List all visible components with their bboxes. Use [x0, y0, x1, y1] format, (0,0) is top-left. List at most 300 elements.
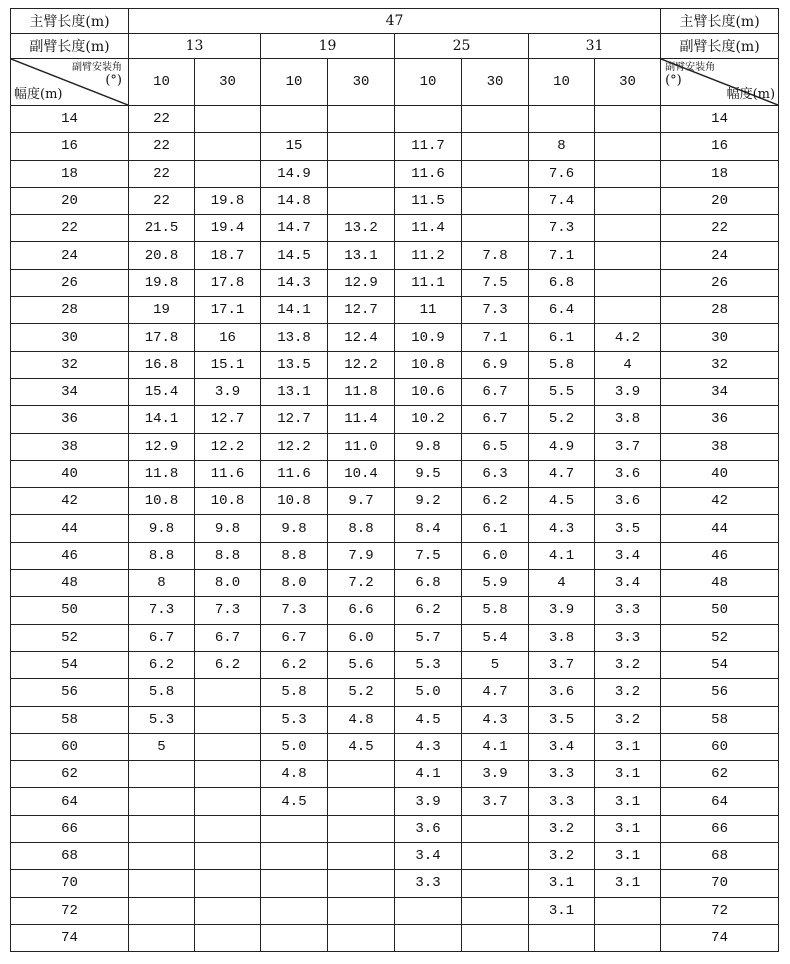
capacity-cell: 4.7: [529, 460, 595, 487]
capacity-cell: 9.8: [395, 433, 462, 460]
radius-cell-right: 56: [661, 679, 779, 706]
capacity-cell: 4.5: [395, 706, 462, 733]
capacity-cell: [462, 897, 529, 924]
capacity-cell: 3.1: [595, 733, 661, 760]
capacity-cell: 14.3: [261, 269, 328, 296]
capacity-cell: 12.9: [328, 269, 395, 296]
radius-cell-left: 64: [11, 788, 129, 815]
table-row: [11, 160, 779, 187]
capacity-cell: 3.9: [529, 597, 595, 624]
capacity-cell: [595, 187, 661, 214]
radius-cell-left: 60: [11, 733, 129, 760]
capacity-cell: 14.7: [261, 215, 328, 242]
capacity-cell: 6.2: [261, 651, 328, 678]
radius-cell-left: 40: [11, 460, 129, 487]
radius-cell-right: 70: [661, 870, 779, 897]
capacity-cell: 11.5: [395, 187, 462, 214]
offset-angle-header: 10: [395, 59, 462, 106]
table-row: [11, 460, 779, 487]
capacity-cell: 6.5: [462, 433, 529, 460]
offset-unit-left: (°): [105, 73, 122, 88]
capacity-cell: 3.7: [462, 788, 529, 815]
capacity-cell: [195, 160, 261, 187]
capacity-cell: 7.1: [529, 242, 595, 269]
capacity-cell: [595, 160, 661, 187]
table-row: [11, 897, 779, 924]
capacity-cell: 3.9: [595, 378, 661, 405]
capacity-cell: [462, 924, 529, 951]
radius-cell-left: 48: [11, 570, 129, 597]
radius-cell-right: 18: [661, 160, 779, 187]
capacity-cell: 6.7: [261, 624, 328, 651]
radius-cell-right: 42: [661, 488, 779, 515]
capacity-cell: 6.8: [529, 269, 595, 296]
capacity-cell: 3.1: [595, 815, 661, 842]
capacity-cell: 10.8: [261, 488, 328, 515]
capacity-cell: 4.9: [529, 433, 595, 460]
table-row: [11, 351, 779, 378]
radius-cell-right: 58: [661, 706, 779, 733]
capacity-cell: [328, 788, 395, 815]
capacity-cell: [595, 133, 661, 160]
capacity-cell: [261, 924, 328, 951]
capacity-cell: 3.9: [195, 378, 261, 405]
capacity-cell: 4.8: [328, 706, 395, 733]
radius-cell-right: 48: [661, 570, 779, 597]
capacity-cell: 13.8: [261, 324, 328, 351]
table-row: [11, 815, 779, 842]
capacity-cell: 10.2: [395, 406, 462, 433]
radius-cell-left: 56: [11, 679, 129, 706]
radius-cell-right: 62: [661, 761, 779, 788]
capacity-cell: 3.8: [595, 406, 661, 433]
capacity-cell: 3.4: [595, 570, 661, 597]
capacity-cell: [529, 106, 595, 133]
capacity-cell: 6.7: [462, 378, 529, 405]
capacity-cell: 6.2: [395, 597, 462, 624]
radius-cell-left: 72: [11, 897, 129, 924]
capacity-cell: 19.4: [195, 215, 261, 242]
capacity-cell: 9.8: [129, 515, 195, 542]
capacity-cell: 14.8: [261, 187, 328, 214]
radius-cell-left: 66: [11, 815, 129, 842]
capacity-cell: 4: [529, 570, 595, 597]
radius-cell-right: 22: [661, 215, 779, 242]
capacity-cell: 17.8: [129, 324, 195, 351]
capacity-cell: 7.1: [462, 324, 529, 351]
diagonal-header-left: [11, 59, 129, 106]
capacity-cell: 4.1: [462, 733, 529, 760]
capacity-cell: 5.4: [462, 624, 529, 651]
radius-label-left: 幅度(m): [14, 87, 63, 102]
capacity-cell: [195, 706, 261, 733]
capacity-cell: 16: [195, 324, 261, 351]
offset-angle-header: 10: [529, 59, 595, 106]
table-row: [11, 843, 779, 870]
radius-cell-right: 16: [661, 133, 779, 160]
capacity-cell: [261, 843, 328, 870]
radius-cell-right: 46: [661, 542, 779, 569]
radius-cell-right: 38: [661, 433, 779, 460]
capacity-cell: 6.2: [462, 488, 529, 515]
capacity-cell: 5.6: [328, 651, 395, 678]
capacity-cell: 11.1: [395, 269, 462, 296]
capacity-cell: 4.3: [395, 733, 462, 760]
capacity-cell: [129, 815, 195, 842]
capacity-cell: [328, 897, 395, 924]
capacity-cell: 4.3: [462, 706, 529, 733]
capacity-cell: [195, 924, 261, 951]
capacity-cell: 3.1: [529, 870, 595, 897]
table-row: [11, 269, 779, 296]
radius-cell-right: 52: [661, 624, 779, 651]
capacity-cell: 7.3: [261, 597, 328, 624]
capacity-cell: 5.2: [328, 679, 395, 706]
capacity-cell: 7.3: [462, 297, 529, 324]
capacity-cell: 7.3: [529, 215, 595, 242]
capacity-cell: [395, 106, 462, 133]
capacity-cell: 5.9: [462, 570, 529, 597]
radius-cell-left: 28: [11, 297, 129, 324]
radius-cell-right: 36: [661, 406, 779, 433]
capacity-cell: 4.5: [529, 488, 595, 515]
table-row: [11, 706, 779, 733]
capacity-cell: 4.1: [395, 761, 462, 788]
capacity-cell: 7.4: [529, 187, 595, 214]
capacity-cell: 20.8: [129, 242, 195, 269]
radius-cell-left: 46: [11, 542, 129, 569]
capacity-cell: [462, 215, 529, 242]
radius-cell-right: 34: [661, 378, 779, 405]
capacity-cell: 3.2: [595, 706, 661, 733]
radius-cell-left: 34: [11, 378, 129, 405]
capacity-cell: 12.2: [328, 351, 395, 378]
capacity-cell: 8.8: [261, 542, 328, 569]
capacity-cell: 22: [129, 133, 195, 160]
capacity-cell: [129, 897, 195, 924]
capacity-cell: 10.6: [395, 378, 462, 405]
capacity-cell: 7.6: [529, 160, 595, 187]
radius-cell-right: 32: [661, 351, 779, 378]
capacity-cell: 17.1: [195, 297, 261, 324]
capacity-cell: [261, 815, 328, 842]
capacity-cell: 8.0: [261, 570, 328, 597]
capacity-cell: 13.5: [261, 351, 328, 378]
radius-cell-left: 58: [11, 706, 129, 733]
capacity-cell: 19: [129, 297, 195, 324]
capacity-cell: 10.4: [328, 460, 395, 487]
capacity-cell: [462, 106, 529, 133]
capacity-cell: [328, 160, 395, 187]
capacity-cell: [462, 815, 529, 842]
table-row: [11, 488, 779, 515]
capacity-cell: 8.8: [129, 542, 195, 569]
capacity-cell: 13.2: [328, 215, 395, 242]
capacity-cell: 10.9: [395, 324, 462, 351]
table-row: [11, 870, 779, 897]
capacity-cell: 6.4: [529, 297, 595, 324]
table-row: [11, 924, 779, 951]
capacity-cell: [328, 761, 395, 788]
jib-length-31: 31: [529, 34, 661, 59]
header-row-offset-angle: [11, 59, 779, 106]
capacity-cell: 11: [395, 297, 462, 324]
capacity-cell: [195, 897, 261, 924]
capacity-cell: 12.7: [328, 297, 395, 324]
table-row: [11, 433, 779, 460]
radius-cell-right: 20: [661, 187, 779, 214]
capacity-cell: [462, 133, 529, 160]
capacity-cell: [261, 106, 328, 133]
radius-cell-right: 14: [661, 106, 779, 133]
capacity-cell: 5.0: [395, 679, 462, 706]
capacity-cell: 3.2: [595, 679, 661, 706]
capacity-cell: [129, 761, 195, 788]
offset-angle-header: 30: [195, 59, 261, 106]
capacity-cell: 15.1: [195, 351, 261, 378]
capacity-cell: 11.2: [395, 242, 462, 269]
radius-cell-right: 60: [661, 733, 779, 760]
offset-angle-label-right: 副臂安装角: [665, 62, 716, 73]
capacity-cell: 7.2: [328, 570, 395, 597]
capacity-cell: 3.1: [595, 788, 661, 815]
radius-cell-right: 64: [661, 788, 779, 815]
radius-cell-right: 44: [661, 515, 779, 542]
capacity-cell: 6.0: [462, 542, 529, 569]
capacity-cell: 19.8: [129, 269, 195, 296]
capacity-cell: 5.3: [395, 651, 462, 678]
capacity-cell: [328, 843, 395, 870]
capacity-cell: 3.2: [595, 651, 661, 678]
load-chart-sheet: [10, 8, 778, 952]
capacity-cell: 6.8: [395, 570, 462, 597]
capacity-cell: 14.1: [261, 297, 328, 324]
capacity-cell: 3.6: [395, 815, 462, 842]
capacity-cell: 8.8: [195, 542, 261, 569]
capacity-cell: 5: [129, 733, 195, 760]
capacity-cell: 8: [529, 133, 595, 160]
jib-label-right: 副臂长度(m): [661, 34, 779, 59]
capacity-cell: [328, 870, 395, 897]
jib-length-25: 25: [395, 34, 529, 59]
radius-cell-right: 72: [661, 897, 779, 924]
capacity-cell: 6.7: [195, 624, 261, 651]
capacity-cell: 11.8: [129, 460, 195, 487]
capacity-cell: [129, 924, 195, 951]
table-row: [11, 542, 779, 569]
table-row: [11, 324, 779, 351]
radius-cell-left: 50: [11, 597, 129, 624]
capacity-cell: 9.7: [328, 488, 395, 515]
radius-cell-right: 54: [661, 651, 779, 678]
capacity-cell: 11.0: [328, 433, 395, 460]
capacity-cell: [462, 160, 529, 187]
capacity-cell: 7.5: [462, 269, 529, 296]
capacity-cell: 3.3: [395, 870, 462, 897]
radius-cell-left: 20: [11, 187, 129, 214]
capacity-cell: 15: [261, 133, 328, 160]
load-chart-body: [11, 9, 779, 952]
capacity-cell: 4.3: [529, 515, 595, 542]
capacity-cell: 22: [129, 160, 195, 187]
capacity-cell: [328, 133, 395, 160]
capacity-cell: 3.1: [595, 761, 661, 788]
capacity-cell: 12.2: [195, 433, 261, 460]
capacity-cell: 3.1: [595, 843, 661, 870]
capacity-cell: [195, 843, 261, 870]
capacity-cell: 3.3: [529, 788, 595, 815]
capacity-cell: 7.3: [195, 597, 261, 624]
capacity-cell: 5.0: [261, 733, 328, 760]
radius-cell-left: 18: [11, 160, 129, 187]
capacity-cell: [595, 106, 661, 133]
capacity-cell: 12.4: [328, 324, 395, 351]
capacity-cell: 10.8: [129, 488, 195, 515]
capacity-cell: [195, 761, 261, 788]
radius-cell-left: 74: [11, 924, 129, 951]
capacity-cell: 3.7: [529, 651, 595, 678]
radius-cell-left: 22: [11, 215, 129, 242]
capacity-cell: 3.2: [529, 815, 595, 842]
radius-cell-left: 38: [11, 433, 129, 460]
capacity-cell: 9.2: [395, 488, 462, 515]
capacity-cell: 19.8: [195, 187, 261, 214]
capacity-cell: 4.2: [595, 324, 661, 351]
capacity-cell: 3.3: [529, 761, 595, 788]
capacity-cell: [328, 815, 395, 842]
capacity-cell: [195, 788, 261, 815]
capacity-cell: 7.9: [328, 542, 395, 569]
capacity-cell: [195, 133, 261, 160]
capacity-cell: 11.4: [395, 215, 462, 242]
radius-cell-left: 16: [11, 133, 129, 160]
capacity-cell: 13.1: [328, 242, 395, 269]
capacity-cell: 9.8: [261, 515, 328, 542]
diagonal-header-right: [661, 59, 779, 106]
load-chart-table: [10, 8, 779, 952]
capacity-cell: 6.6: [328, 597, 395, 624]
capacity-cell: 10.8: [195, 488, 261, 515]
capacity-cell: 14.9: [261, 160, 328, 187]
table-row: [11, 788, 779, 815]
radius-cell-right: 24: [661, 242, 779, 269]
capacity-cell: [195, 733, 261, 760]
capacity-cell: 4.1: [529, 542, 595, 569]
radius-cell-right: 28: [661, 297, 779, 324]
capacity-cell: 12.2: [261, 433, 328, 460]
capacity-cell: 3.9: [395, 788, 462, 815]
table-row: [11, 215, 779, 242]
capacity-cell: 3.2: [529, 843, 595, 870]
radius-cell-right: 26: [661, 269, 779, 296]
table-row: [11, 406, 779, 433]
radius-cell-left: 54: [11, 651, 129, 678]
capacity-cell: 11.6: [261, 460, 328, 487]
capacity-cell: [129, 843, 195, 870]
radius-label-right: 幅度(m): [726, 87, 776, 102]
capacity-cell: 5.8: [261, 679, 328, 706]
capacity-cell: 11.6: [395, 160, 462, 187]
capacity-cell: 3.5: [529, 706, 595, 733]
capacity-cell: 21.5: [129, 215, 195, 242]
radius-cell-right: 66: [661, 815, 779, 842]
capacity-cell: 7.8: [462, 242, 529, 269]
capacity-cell: 16.8: [129, 351, 195, 378]
capacity-cell: [328, 187, 395, 214]
radius-cell-left: 30: [11, 324, 129, 351]
jib-label-left: 副臂长度(m): [11, 34, 129, 59]
capacity-cell: 7.3: [129, 597, 195, 624]
capacity-cell: 6.7: [462, 406, 529, 433]
capacity-cell: 3.1: [595, 870, 661, 897]
table-row: [11, 597, 779, 624]
capacity-cell: [129, 788, 195, 815]
table-row: [11, 761, 779, 788]
header-row-main-boom: [11, 9, 779, 34]
capacity-cell: 4: [595, 351, 661, 378]
capacity-cell: 5.2: [529, 406, 595, 433]
table-row: [11, 570, 779, 597]
capacity-cell: 3.3: [595, 624, 661, 651]
capacity-cell: 10.8: [395, 351, 462, 378]
capacity-cell: 22: [129, 106, 195, 133]
capacity-cell: [595, 297, 661, 324]
capacity-cell: 9.8: [195, 515, 261, 542]
capacity-cell: [595, 242, 661, 269]
capacity-cell: 3.8: [529, 624, 595, 651]
offset-angle-header: 10: [129, 59, 195, 106]
capacity-cell: 11.8: [328, 378, 395, 405]
offset-angle-header: 30: [462, 59, 529, 106]
capacity-cell: [129, 870, 195, 897]
main-boom-value: 47: [129, 9, 661, 34]
capacity-cell: [529, 924, 595, 951]
capacity-cell: [195, 679, 261, 706]
capacity-cell: 3.5: [595, 515, 661, 542]
radius-cell-left: 44: [11, 515, 129, 542]
capacity-cell: 8: [129, 570, 195, 597]
capacity-cell: 13.1: [261, 378, 328, 405]
table-row: [11, 187, 779, 214]
capacity-cell: 8.8: [328, 515, 395, 542]
capacity-cell: 14.5: [261, 242, 328, 269]
table-row: [11, 679, 779, 706]
capacity-cell: [462, 187, 529, 214]
capacity-cell: [328, 924, 395, 951]
capacity-cell: 4.8: [261, 761, 328, 788]
capacity-cell: 6.1: [529, 324, 595, 351]
header-row-jib: [11, 34, 779, 59]
capacity-cell: [462, 843, 529, 870]
capacity-cell: 5.8: [129, 679, 195, 706]
capacity-cell: [395, 924, 462, 951]
offset-angle-header: 30: [595, 59, 661, 106]
capacity-cell: [195, 870, 261, 897]
capacity-cell: 4.5: [328, 733, 395, 760]
table-row: [11, 378, 779, 405]
capacity-cell: 15.4: [129, 378, 195, 405]
radius-cell-left: 42: [11, 488, 129, 515]
radius-cell-left: 14: [11, 106, 129, 133]
capacity-cell: 11.6: [195, 460, 261, 487]
capacity-cell: 5.3: [129, 706, 195, 733]
capacity-cell: [595, 215, 661, 242]
capacity-cell: 12.7: [195, 406, 261, 433]
table-row: [11, 624, 779, 651]
capacity-cell: 12.7: [261, 406, 328, 433]
table-row: [11, 651, 779, 678]
capacity-cell: 3.7: [595, 433, 661, 460]
